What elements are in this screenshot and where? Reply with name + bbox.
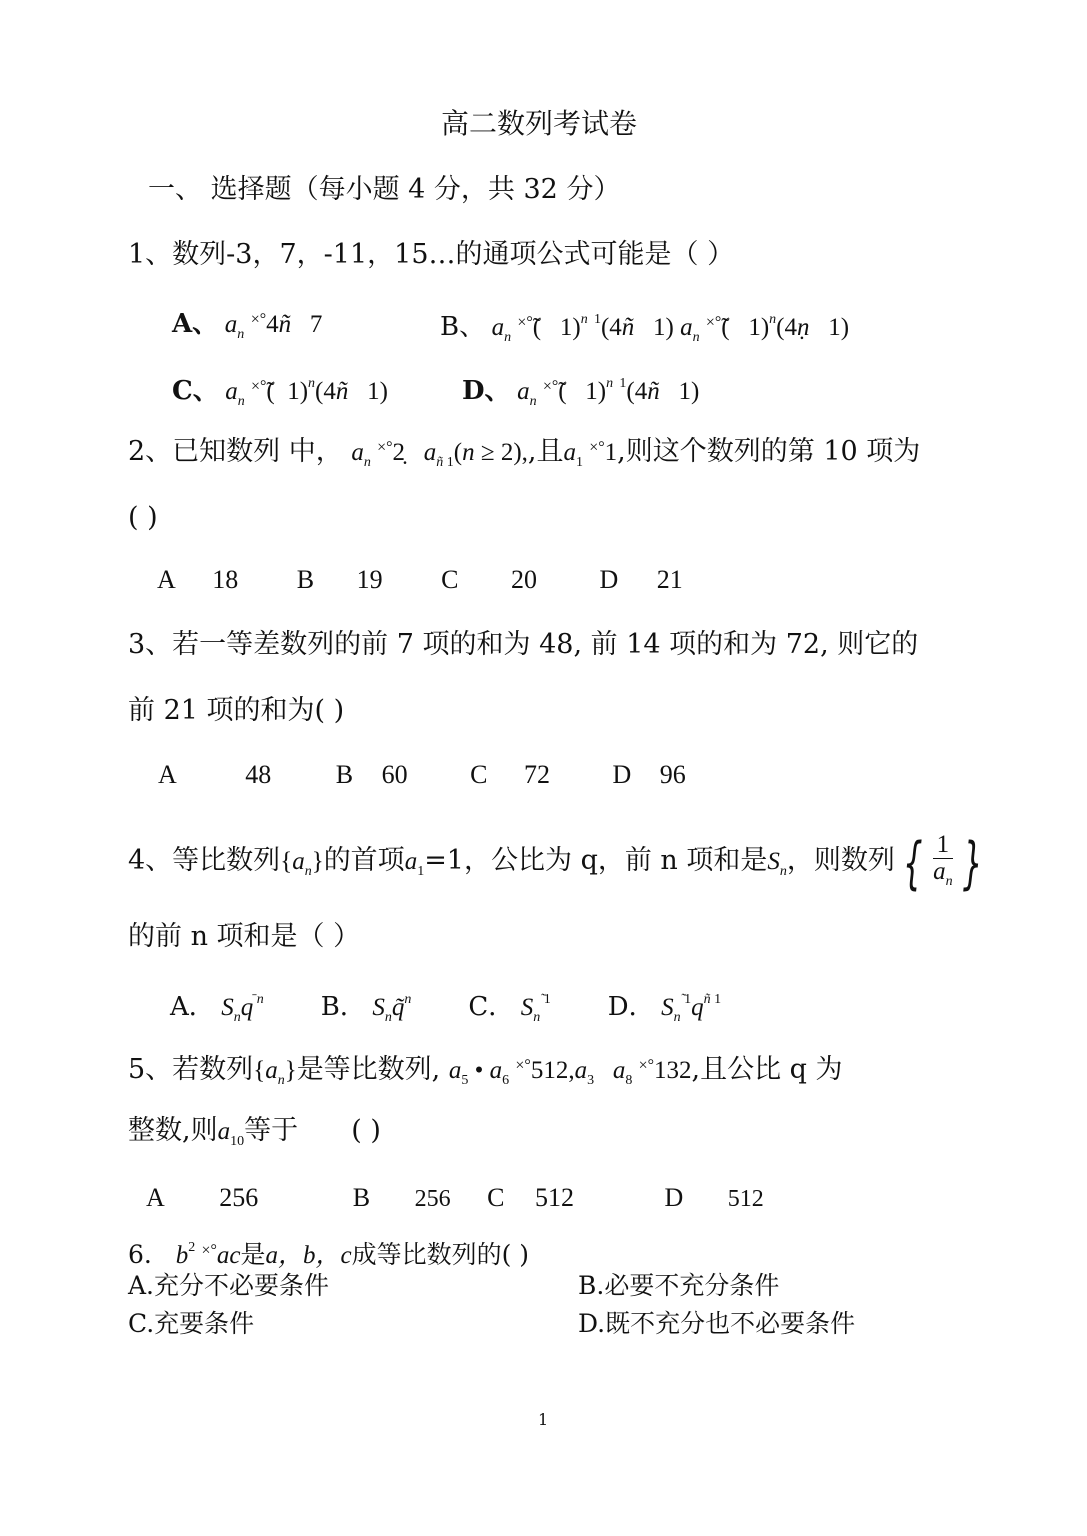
- option-b-label: B: [352, 1183, 371, 1212]
- option-c-label: C: [487, 1183, 505, 1212]
- stem-text: 5、若数列: [128, 1054, 254, 1085]
- question-2-options: [157, 562, 683, 598]
- formula: $a_1$ ×°1: [563, 439, 618, 470]
- formula: $a_{10}$: [217, 1118, 245, 1149]
- option-c-label: C．: [468, 992, 515, 1022]
- question-3-stem: 3、若一等差数列的前 7 项的和为 48, 前 14 项的和为 72, 则它的: [128, 629, 919, 660]
- formula: $a_n$ ×°2̣ $a_{ñ 1}(n \ge 2)$,: [351, 439, 528, 470]
- question-4-stem-cont: 的前 n 项和是（ ）: [128, 921, 361, 952]
- option-c-value: 72: [523, 760, 550, 789]
- question-1-option-c: [172, 366, 388, 420]
- stem-text: =1，公比为 q，前 n 项和是: [424, 845, 768, 877]
- formula: ×°4ñ 7: [250, 311, 323, 338]
- formula: $a_n$ ×°̃( 1)$^n$ $^1$(4ñ 1): [517, 376, 700, 409]
- exam-title: 高二数列考试卷: [441, 107, 638, 140]
- option-d-value: 512: [727, 1186, 764, 1212]
- option-b-value: 60: [381, 760, 408, 789]
- stem-text: 的首项: [323, 845, 405, 877]
- stem-text: 成等比数列的( ): [351, 1240, 530, 1269]
- question-4-stem: [128, 832, 991, 895]
- formula: $b^2$ ×°ac: [175, 1240, 241, 1269]
- option-a-label: A: [158, 760, 177, 789]
- option-c-label: C: [441, 565, 459, 594]
- option-d-label: D: [612, 760, 632, 789]
- formula: $\{a_n\}$: [280, 848, 324, 880]
- answer-blank: ( ): [351, 1115, 381, 1146]
- question-1-option-b: [440, 302, 849, 356]
- stem-text: ,则这个数列的第 10 项为: [617, 436, 921, 467]
- question-5-stem: [128, 1048, 843, 1099]
- stem-text: 是等比数列,: [296, 1054, 441, 1085]
- section-heading: 一、 选择题（每小题 4 分，共 32 分）: [148, 174, 621, 205]
- option-b-value: 19: [356, 565, 383, 594]
- option-a-label: A: [146, 1183, 165, 1212]
- option-d-value: 96: [659, 760, 686, 789]
- question-5-options: [146, 1180, 764, 1217]
- option-d-label: D．: [607, 992, 655, 1022]
- formula: $a_1$: [404, 848, 425, 880]
- question-3-options: [158, 757, 686, 793]
- option-label: A、: [172, 309, 219, 339]
- option-b-label: B: [296, 565, 315, 594]
- option-b-label: B．: [320, 992, 366, 1022]
- question-4-options: [170, 982, 721, 1036]
- option-a-label: A: [157, 565, 176, 594]
- stem-text: 整数,则: [128, 1115, 218, 1146]
- formula: $S_n$: [767, 848, 787, 880]
- option-d-value: 21: [656, 565, 683, 594]
- option-c-label: C: [470, 760, 488, 789]
- formula: $S_n^{̃ 1}q^{ñ 1}$: [661, 992, 722, 1025]
- stem-text: 6.: [128, 1240, 152, 1269]
- question-1-option-a: [172, 302, 322, 353]
- question-5-stem-cont: [128, 1113, 381, 1160]
- option-b-label: B: [335, 760, 354, 789]
- question-1-stem: 1、数列-3，7，-11，15…的通项公式可能是（ ）: [128, 239, 735, 270]
- question-2-stem: [128, 430, 920, 481]
- option-label: C、: [172, 376, 219, 406]
- option-d-label: D: [599, 565, 619, 594]
- stem-text: 是: [240, 1240, 266, 1269]
- stem-text: ,且公比 q 为: [691, 1054, 843, 1085]
- question-6-option-b: B.必要不充分条件: [578, 1271, 780, 1300]
- option-a-value: 256: [219, 1183, 259, 1212]
- option-a-label: A．: [170, 992, 215, 1022]
- option-c-value: 20: [510, 565, 537, 594]
- formula: $\{a_n\}$: [253, 1057, 297, 1088]
- question-6-option-a: A.充分不必要条件: [128, 1271, 330, 1300]
- question-3-stem-cont: 前 21 项的和为( ): [128, 695, 345, 726]
- formula: $a_n$ ×°̃( 1)$^n$ $^1$(4ñ 1) $a_n$ ×°̃( 1)$^n$(4ṇ 1): [491, 312, 850, 345]
- option-d-label: D: [664, 1183, 684, 1212]
- option-label: B、: [440, 312, 486, 342]
- formula: $S_nq̃^n$: [372, 992, 412, 1025]
- question-2-blank: ( ): [128, 502, 158, 533]
- formula: $a_5$ • $a_6$ $^{\times^\circ}512,a_3$ $a_8$ ×°132: [448, 1057, 692, 1088]
- option-b-value: 256: [414, 1186, 451, 1212]
- question-6-option-c: C.充要条件: [128, 1309, 255, 1338]
- option-c-value: 512: [534, 1183, 574, 1212]
- stem-text: 4、等比数列: [128, 845, 281, 877]
- formula: $S_nq^{̄ n}$: [221, 992, 264, 1025]
- question-1-option-d: [462, 366, 699, 420]
- stem-text: 2、已知数列 中，: [128, 436, 343, 467]
- stem-text: 等于: [244, 1115, 299, 1146]
- option-a-value: 18: [212, 565, 239, 594]
- formula: { $\frac{1}{a_n}$ }: [902, 830, 983, 896]
- option-label: D、: [462, 376, 511, 406]
- page-number: 1: [538, 1410, 549, 1429]
- question-6-option-d: D.既不充分也不必要条件: [578, 1309, 856, 1338]
- formula: $a_n$: [224, 311, 245, 342]
- formula: $a_n$ ×°̃( 1)$^n$(4ñ 1): [225, 376, 388, 409]
- option-a-value: 48: [245, 760, 272, 789]
- formula: $S_n^{̃ 1}$: [520, 992, 551, 1025]
- formula: a，b，c: [265, 1242, 352, 1269]
- stem-text: ，则数列: [786, 845, 895, 877]
- stem-text: ,且: [527, 436, 564, 467]
